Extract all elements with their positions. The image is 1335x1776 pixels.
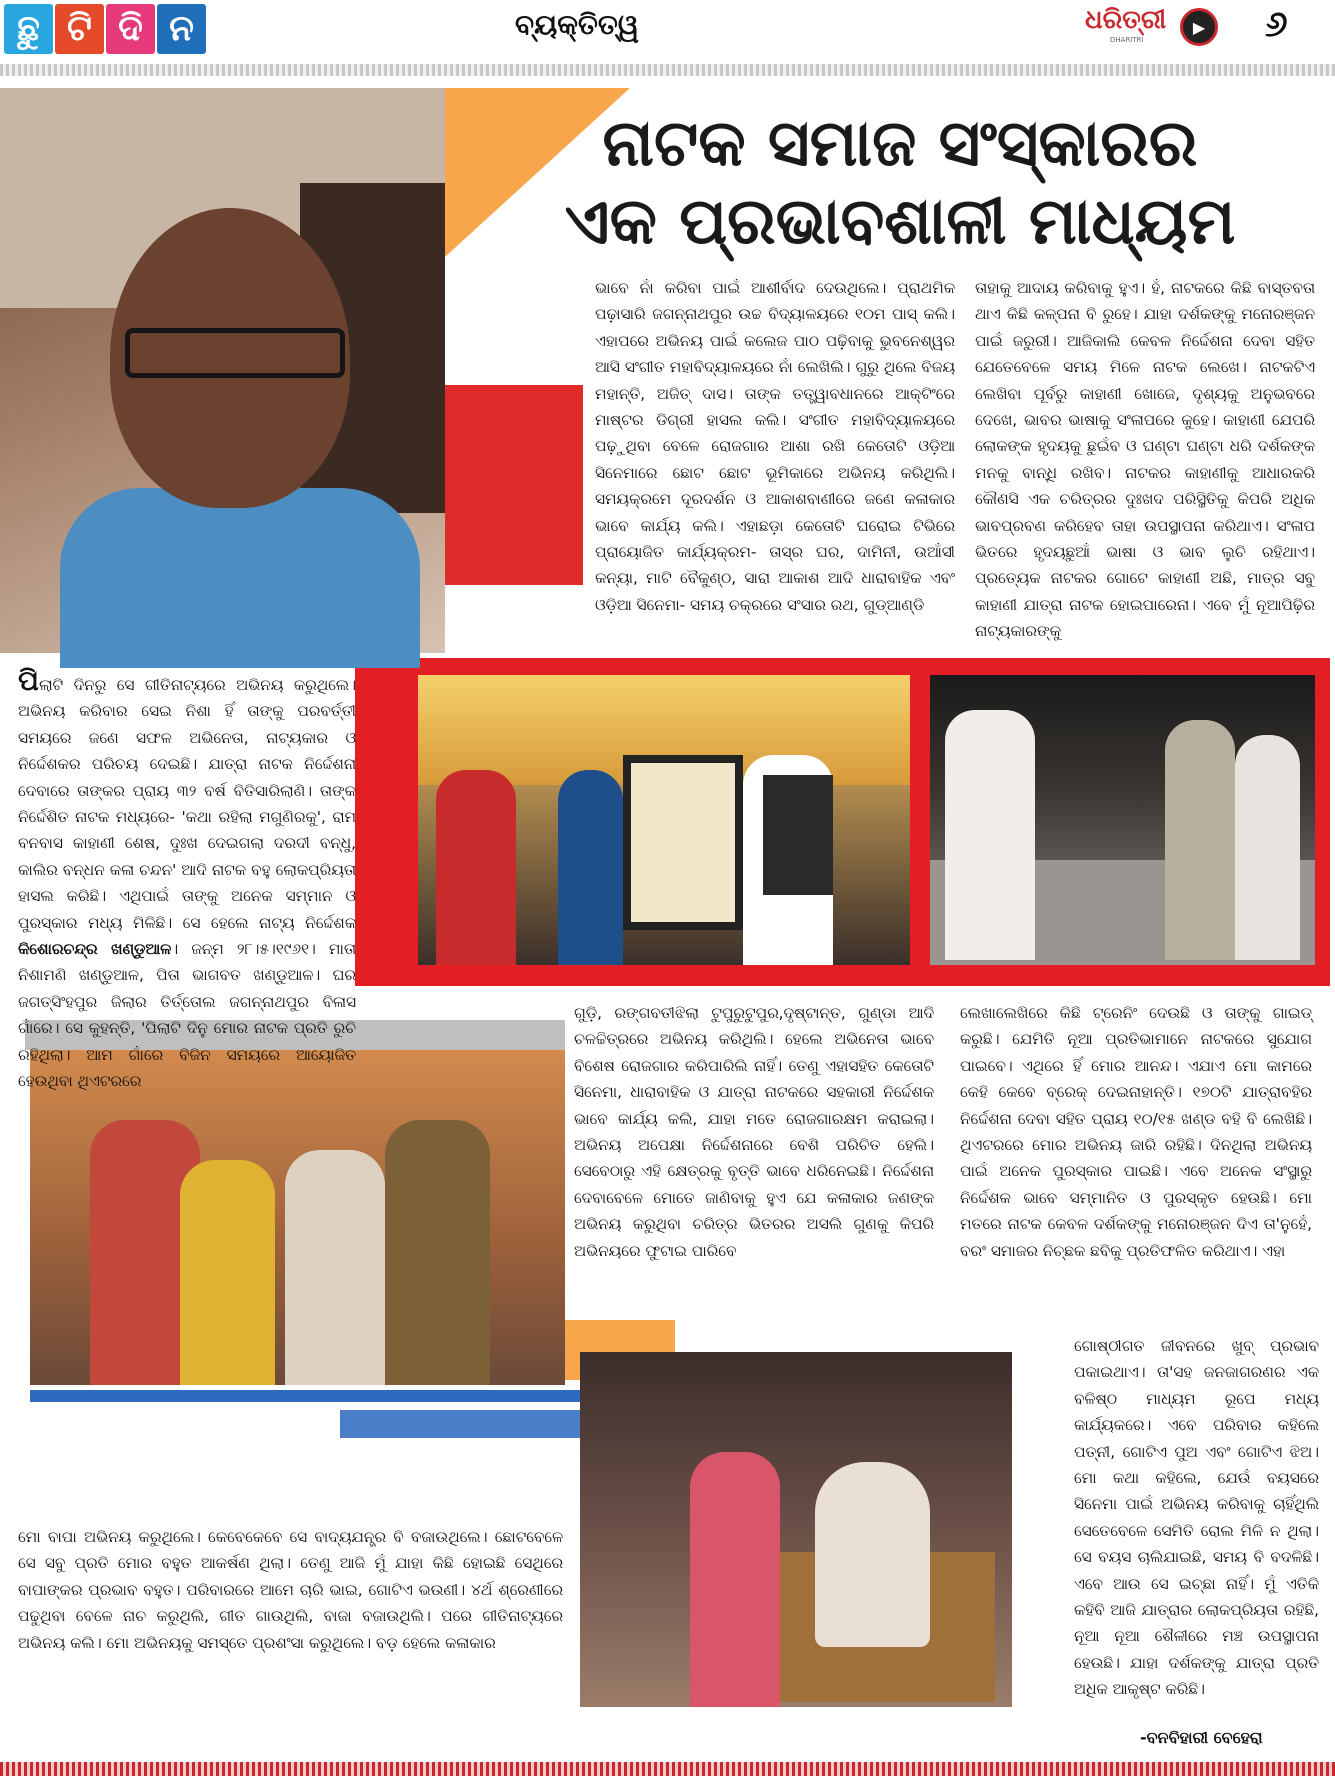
headline-line-1: ନାଟକ ସମାଜ ସଂସ୍କାରର: [602, 107, 1198, 181]
section-label: ବ୍ୟକ୍ତିତ୍ୱ: [515, 8, 639, 41]
article-column-2: ତାହାକୁ ଆଦାୟ କରିବାକୁ ହୁଏ। ହଁ, ନାଟକରେ କିଛି ବାସ୍ତବତା ଥାଏ କିଛି କଳ୍ପନା ବି ରୁହେ। ଯାହା ଦର୍ଶକଙ୍କୁ ମନୋରଞ୍ଜନ ପାଇଁ ଜରୁରୀ। ଆଜିକାଲି କେବଳ ନିର୍ଦ୍ଦେଶନା ଦେବା ସହିତ ଯେତେବେଳେ ସମୟ ମିଳେ ନାଟକ ଲେଖେ। ନାଟକଟିଏ ଲେଖିବା ପୂର୍ବରୁ କାହାଣୀ ଖୋଜେ, ଦୃଶ୍ୟକୁ ଅନୁଭବରେ ଦେଖେ, ଭାବର ଭାଷାକୁ ସଂଳାପରେ କୁହେ। କାହାଣୀ ଯେପରି ଲୋକଙ୍କ ହୃଦୟକୁ ଛୁଇଁବ ଓ ଘଣ୍ଟା ଘଣ୍ଟା ଧରି ଦର୍ଶକଙ୍କ ମନକୁ ବାନ୍ଧି ରଖିବ। ନାଟକର କାହାଣୀକୁ ଆଧାରକରି କୌଣସି ଏକ ଚରିତ୍ରର ଦୁଃଖଦ ପରିସ୍ଥିତିକୁ କିପରି ଅଧିକ ଭାବପ୍ରବଣ କରିହେବ ତାହା ଉପସ୍ଥାପନା କରିଥାଏ। ସଂଳାପ ଭିତରେ ହୃଦୟଛୁଆଁ ଭାଷା ଓ ଭାବ ଲୁଚି ରହିଥାଏ। ପ୍ରତ୍ୟେକ ନାଟକର ଗୋଟେ କାହାଣୀ ଅଛି, ମାତ୍ର ସବୁ କାହାଣୀ ଯାତ୍ରା ନାଟକ ହୋଇପାରେନା। ଏବେ ମୁଁ ନୂଆପିଢ଼ିର ନାଟ୍ୟକାରଙ୍କୁ: [975, 279, 1315, 641]
article-column-5: ଲେଖାଲେଖିରେ କିଛି ଟ୍ରେନିଂ ଦେଉଛି ଓ ତାଙ୍କୁ ଗାଇଡ୍ କରୁଛି। ଯେମିତି ନୂଆ ପ୍ରତିଭାମାନେ ନାଟକରେ ସୁଯୋଗ ପାଇବେ। ଏଥିରେ ହିଁ ମୋର ଆନନ୍ଦ। ଏଯାଏ ମୋ କାମରେ କେହି କେବେ ବ୍ରେକ୍ ଦେଇନାହାନ୍ତି। ୧୭୦ଟି ଯାତ୍ରାବହିର ନିର୍ଦ୍ଦେଶନା ଦେବା ସହିତ ପ୍ରାୟ ୧୦/୧୫ ଖଣ୍ଡ ବହି ବି ଲେଖିଛି। ଥିଏଟରରେ ମୋର ଅଭିନୟ ଜାରି ରହିଛି। ଦିନଥିଲା ଅଭିନୟ ପାଇଁ ଅନେକ ପୁରସ୍କାର ପାଇଛି। ଏବେ ଅନେକ ସଂସ୍ଥାରୁ ନିର୍ଦ୍ଦେଶକ ଭାବେ ସମ୍ମାନିତ ଓ ପୁରସ୍କୃତ ହେଉଛି। ମୋ ମତରେ ନାଟକ କେବଳ ଦର୍ଶକଙ୍କୁ ମନୋରଞ୍ଜନ ଦିଏ ତା'ନୁହେଁ, ବରଂ ସମାଜର ନିଚ୍ଛକ ଛବିକୁ ପ୍ରତିଫଳିତ କରିଥାଏ। ଏହା: [960, 1004, 1312, 1260]
rehearsal-photo: [930, 675, 1315, 965]
page-number: ୬: [1265, 4, 1288, 45]
intro-text: ଲାଟି ଦିନରୁ ସେ ଗୀତିନାଟ୍ୟରେ ଅଭିନୟ କରୁଥିଲେ। ଅଭିନୟ କରିବାର ସେଇ ନିଶା ହିଁ ତାଙ୍କୁ ପରବର୍ତ୍ତୀ ସମୟରେ ଜଣେ ସଫଳ ଅଭିନେତା, ନାଟ୍ୟକାର ଓ ନିର୍ଦ୍ଦେଶକର ପରିଚୟ ଦେଇଛି। ଯାତ୍ରା ନାଟକ ନିର୍ଦ୍ଦେଶନା ଦେବାରେ ତାଙ୍କର ପ୍ରାୟ ୩୨ ବର୍ଷ ବିତିସାରିଲାଣି। ତାଙ୍କ ନିର୍ଦ୍ଦେଶିତ ନାଟକ ମଧ୍ୟରେ- 'କଥା ରହିଲା ମଗୁଣିରକୁ', ରାମ ବନବାସ କାହାଣୀ ଶେଷ, ଦୁଃଖ ଦେଇଗଲା ଦରଦୀ ବନ୍ଧୁ, କାଲିର ବନ୍ଧନ କଳା ଚନ୍ଦନ' ଆଦି ନାଟକ ବହୁ ଲୋକପ୍ରିୟତା ହାସଲ କରିଛି। ଏଥିପାଇଁ ତାଙ୍କୁ ଅନେକ ସମ୍ମାନ ଓ ପୁରସ୍କାର ମଧ୍ୟ ମିଳିଛି। ସେ ହେଲେ ନାଟ୍ୟ ନିର୍ଦ୍ଦେଶକ: [18, 676, 356, 932]
subject-name: କିଶୋରଚନ୍ଦ୍ର ଖଣ୍ଡୁଆଳ: [18, 940, 172, 959]
header-rule: [0, 64, 1335, 76]
article-column-7: ମୋ ବାପା ଅଭିନୟ କରୁଥିଲେ। କେବେକେବେ ସେ ବାଦ୍ୟଯନ୍ତ୍ର ବି ବଜାଉଥିଲେ। ଛୋଟବେଳେ ସେ ସବୁ ପ୍ରତି ମୋର ବହୁତ ଆକର୍ଷଣ ଥିଲା। ତେଣୁ ଆଜି ମୁଁ ଯାହା କିଛି ହୋଇଛି ସେଥିରେ ବାପାଙ୍କର ପ୍ରଭାବ ବହୁତ। ପରିବାରରେ ଆମେ ଚାରି ଭାଇ, ଗୋଟିଏ ଭଉଣୀ। ୪ର୍ଥ ଶ୍ରେଣୀରେ ପଢୁଥିବା ବେଳେ ନାଚ କରୁଥିଲି, ଗୀତ ଗାଉଥିଲି, ବାଜା ବଜାଉଥିଲି। ପରେ ଗୀତିନାଟ୍ୟରେ ଅଭିନୟ କଲି। ମୋ ଅଭିନୟକୁ ସମସ୍ତେ ପ୍ରଶଂସା କରୁଥିଲେ। ବଡ଼ ହେଲେ କଳାକାର: [18, 1528, 563, 1652]
article-column-intro: [18, 664, 356, 1091]
decor-blue-block: [340, 1410, 580, 1438]
drop-cap: ପି: [18, 664, 39, 697]
brand-subtext: DHARITRI: [1110, 36, 1144, 44]
decor-blue-stripe: [30, 1390, 670, 1402]
play-icon: ▶: [1180, 8, 1218, 46]
byline: -ବନବିହାରୀ ବେହେରା: [1140, 1728, 1263, 1747]
masthead-char: ଦି: [106, 4, 155, 54]
article-column-6: ଗୋଷ୍ଠୀଗତ ଜୀବନରେ ଖୁବ୍ ପ୍ରଭାବ ପକାଇଥାଏ। ତା'ସହ ଜନଜାଗରଣର ଏକ ବଳିଷ୍ଠ ମାଧ୍ୟମ ରୂପେ ମଧ୍ୟ କାର୍ଯ୍ୟକରେ। ଏବେ ପରିବାର କହିଲେ ପତ୍ନୀ, ଗୋଟିଏ ପୁଅ ଏବଂ ଗୋଟିଏ ଝିଅ। ମୋ କଥା କହିଲେ, ଯେଉଁ ବୟସରେ ସିନେମା ପାଇଁ ଅଭିନୟ କରିବାକୁ ଚାହିଁଥିଲି ସେତେବେଳେ ସେମିତି ରୋଲ ମିଳି ନ ଥିଲା। ସେ ବୟସ ଚାଲିଯାଇଛି, ସମୟ ବି ବଦଳିଛି। ଏବେ ଆଉ ସେ ଇଚ୍ଛା ନାହିଁ। ମୁଁ ଏତିକି କହିବି ଆଜି ଯାତ୍ରାର ଲୋକପ୍ରିୟତା ରହିଛି, ନୂଆ ନୂଆ ଶୈଳୀରେ ମଞ୍ଚ ଉପସ୍ଥାପନା ହେଉଛି। ଯାହା ଦର୍ଶକଙ୍କୁ ଯାତ୍ରା ପ୍ରତି ଅଧିକ ଆକୃଷ୍ଟ କରିଛି।: [1074, 1337, 1319, 1699]
headline-line-2: ଏକ ପ୍ରଭାବଶାଳୀ ମାଧ୍ୟମ: [564, 185, 1236, 259]
footer-rule: [0, 1762, 1335, 1776]
article-column-1: ଭାବେ ନାଁ କରିବା ପାଇଁ ଆଶୀର୍ବାଦ ଦେଉଥିଲେ। ପ୍ରାଥମିକ ପଢ଼ାସାରି ଜଗନ୍ନାଥପୁର ଉଚ୍ଚ ବିଦ୍ୟାଳୟରେ ୧୦ମ ପାସ୍ କଲି। ଏହାପରେ ଅଭିନୟ ପାଇଁ କଲେଜ ପାଠ ପଢ଼ିବାକୁ ଭୁବନେଶ୍ୱର ଆସି ସଂଗୀତ ମହାବିଦ୍ୟାଳୟରେ ନାଁ ଲେଖିଲି। ଗୁରୁ ଥିଲେ ବିଜୟ ମହାନ୍ତି, ଅଜିତ୍ ଦାସ। ତାଙ୍କ ତତ୍ତ୍ୱାବଧାନରେ ଆକ୍ଟିଂରେ ମାଷ୍ଟର ଡିଗ୍ରୀ ହାସଲ କଲି। ସଂଗୀତ ମହାବିଦ୍ୟାଳୟରେ ପଢ଼ୁଥିବା ବେଳେ ରୋଜଗାର ଆଶା ରଖି କେତୋଟି ଓଡ଼ିଆ ସିନେମାରେ ଛୋଟ ଛୋଟ ଭୂମିକାରେ ଅଭିନୟ କରିଥିଲି। ସମୟକ୍ରମେ ଦୂରଦର୍ଶନ ଓ ଆକାଶବାଣୀରେ ଜଣେ କଳାକାର ଭାବେ କାର୍ଯ୍ୟ କଲି। ଏହାଛଡ଼ା କେତୋଟି ଘରୋଇ ଟିଭିରେ ପ୍ରାୟୋଜିତ କାର୍ଯ୍ୟକ୍ରମ- ତାସ୍‌ର ଘର, ଦାମିନୀ, ଉଆଁସୀ କନ୍ୟା, ମାଟି ବୈକୁଣ୍ଠ, ସାରା ଆକାଶ ଆଦି ଧାରାବାହିକ ଏବଂ ଓଡ଼ିଆ ସିନେମା- ସମୟ ଚକ୍ରରେ ସଂସାର ରଥ, ଗୁଡ୍‌ଆଣ୍ଡି: [595, 279, 955, 614]
masthead-char: ଟି: [55, 4, 104, 54]
masthead-char: ଛୁ: [4, 4, 53, 54]
brand-logo: ଧରିତ୍ରୀ: [1085, 5, 1167, 35]
tv-serial-photo: [30, 1050, 565, 1385]
article-column-4: ଗୁଡ଼ି, ରଙ୍ଗବତୀଝିଲା ଟୁପୁରୁଟୁପୁର,ଦୃଷ୍ଟାନ୍ତ, ଗୁଣ୍ଡା ଆଦି ଚଳଚ୍ଚିତ୍ରରେ ଅଭିନୟ କରିଥିଲି। ହେଲେ ଅଭିନେତା ଭାବେ ବିଶେଷ ରୋଜଗାର କରିପାରିଲି ନାହିଁ। ତେଣୁ ଏହାସହିତ କେତୋଟି ସିନେମା, ଧାରାବାହିକ ଓ ଯାତ୍ରା ନାଟକରେ ସହକାରୀ ନିର୍ଦ୍ଦେଶକ ଭାବେ କାର୍ଯ୍ୟ କଲି, ଯାହା ମତେ ରୋଜଗାରକ୍ଷମ କରାଇଲା। ଅଭିନୟ ଅପେକ୍ଷା ନିର୍ଦ୍ଦେଶନାରେ ବେଶି ପରିଚିତ ହେଲି। ସେବେଠାରୁ ଏହି କ୍ଷେତ୍ରକୁ ବୃତ୍ତି ଭାବେ ଧରିନେଇଛି। ନିର୍ଦ୍ଦେଶନା ଦେବାବେଳେ ମୋତେ ଜାଣିବାକୁ ହୁଏ ଯେ କଳାକାର ଜଣଙ୍କ ଅଭିନୟ କରୁଥିବା ଚରିତ୍ର ଭିତରର ଅସଲି ଗୁଣକୁ କିପରି ଅଭିନୟରେ ଫୁଟାଇ ପାରିବେ: [574, 1004, 934, 1260]
intro-text-continued: । ଜନ୍ମ ୨୮।୫।୧୯୬୧। ମାତା ନିଶାମଣି ଖଣ୍ଡୁଆଳ, ପିତା ଭାଗବତ ଖଣ୍ଡୁଆଳ। ଘର ଜଗତ୍‌ସିଂହପୁର ଜିଲାର ତିର୍ତ୍ତୋଲ ଜଗନ୍ନାଥପୁର ବିଳାସ ଗାଁରେ। ସେ କୁହନ୍ତି, 'ପିଲାଟି ଦିନୁ ମୋର ନାଟକ ପ୍ରତି ରୁଚି ରହିଥିଲା। ଆମ ଗାଁରେ ବିଜିନ ସମୟରେ ଆୟୋଜିତ ହେଉଥିବା ଥିଏଟରରେ: [18, 940, 356, 1091]
portrait-photo: [0, 88, 445, 653]
masthead: [0, 0, 210, 58]
award-ceremony-photo: [418, 675, 910, 965]
masthead-char: ନ: [157, 4, 206, 54]
stage-play-photo: [580, 1352, 1012, 1707]
